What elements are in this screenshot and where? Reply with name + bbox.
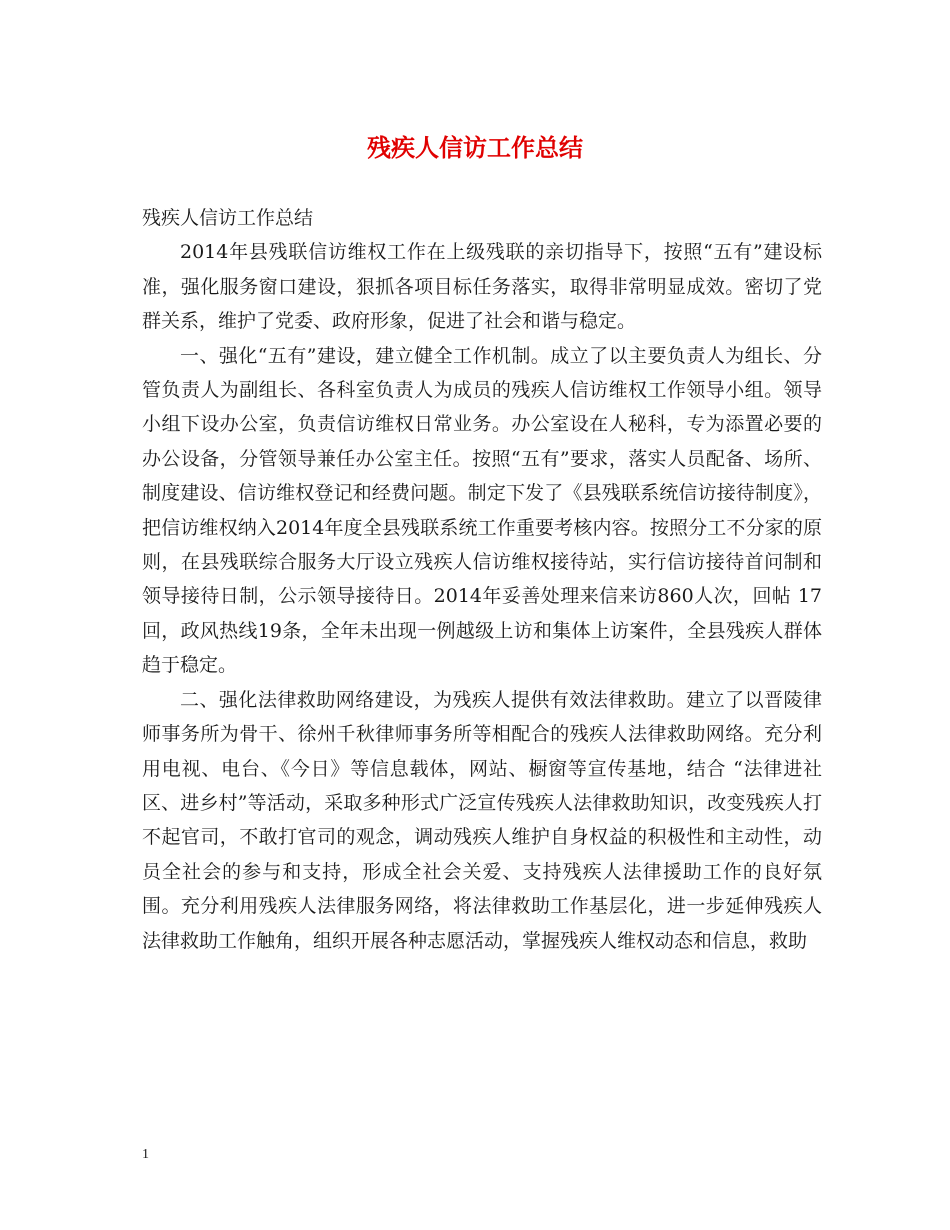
document-title: 残疾人信访工作总结 <box>367 133 583 162</box>
paragraph-section-one: 一、强化“五有”建设，建立健全工作机制。成立了以主要负责人为组长、分管负责人为副组长、各科室负责人为成员的残疾人信访维权工作领导小组。领导小组下设办公室，负责信访维权日常业务。办公室设在人秘科，专为添置必要的办公设备，分管领导兼任办公室主任。按照“五有”要求，落实人员配备、场所、制度建设、信访维权登记和经费问题。制定下发了《县残联系统信访接待制度》，把信访维权纳入2014年度全县残联系统工作重要考核内容。按照分工不分家的原则，在县残联综合服务大厅设立残疾人信访维权接待站，实行信访接待首问制和领导接待日制，公示领导接待日。2014年妥善处理来信来访860人次，回帖 17回，政风热线19条，全年未出现一例越级上访和集体上访案件，全县残疾人群体趋于稳定。 <box>142 344 822 677</box>
paragraph-section-two: 二、强化法律救助网络建设，为残疾人提供有效法律救助。建立了以晋陵律师事务所为骨干、徐州千秋律师事务所等相配合的残疾人法律救助网络。充分利用电视、电台、《今日》等信息载体，网站、橱窗等宣传基地，结合 “法律进社区、进乡村”等活动，采取多种形式广泛宣传残疾人法律救助知识，改变残疾人打不起官司，不敢打官司的观念，调动残疾人维护自身权益的积极性和主动性，动员全社会的参与和支持，形成全社会关爱、支持残疾人法律援助工作的良好氛围。充分利用残疾人法律服务网络，将法律救助工作基层化，进一步延伸残疾人法律救助工作触角，组织开展各种志愿活动，掌握残疾人维权动态和信息，救助 <box>142 688 822 952</box>
paragraph-intro: 2014年县残联信访维权工作在上级残联的亲切指导下，按照“五有”建设标准，强化服务窗口建设，狠抓各项目标任务落实，取得非常明显成效。密切了党群关系，维护了党委、政府形象，促进了社会和谐与稳定。 <box>142 241 822 333</box>
page-number: 1 <box>142 1147 149 1162</box>
section-heading: 残疾人信访工作总结 <box>142 207 314 229</box>
document-body <box>142 201 822 958</box>
